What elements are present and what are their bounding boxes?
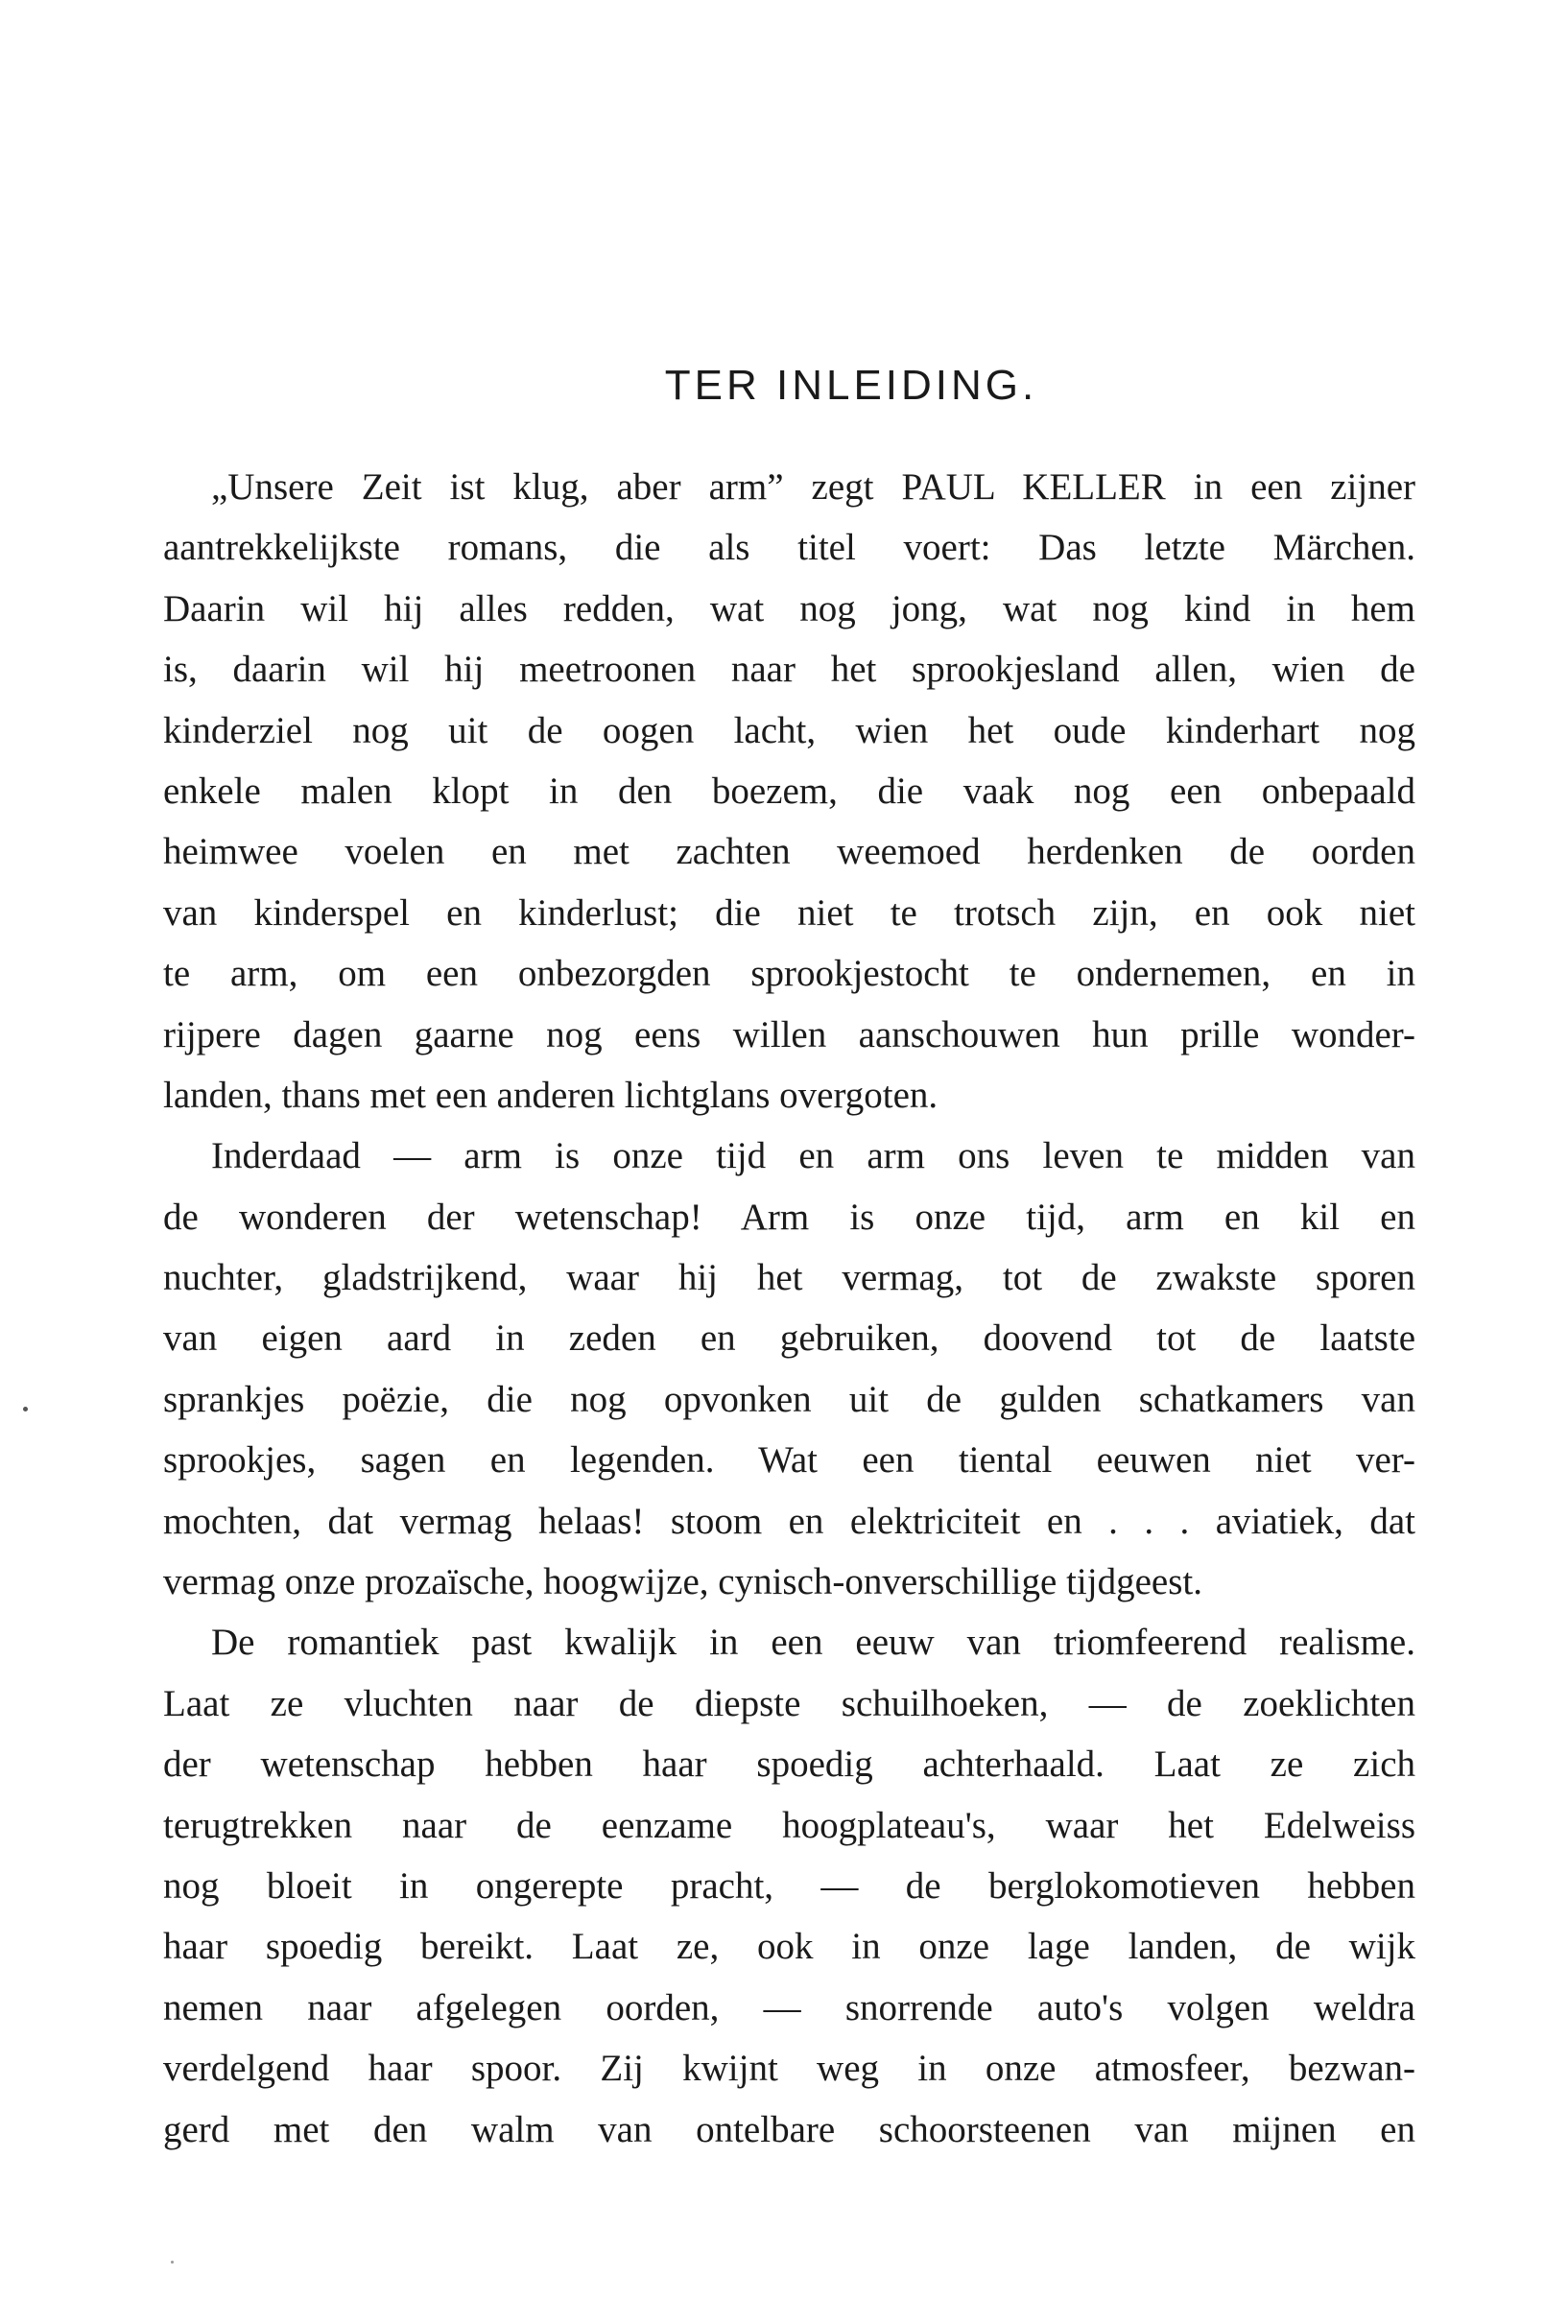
text-line: sprookjes, sagen en legenden. Wat een tiental eeuwen niet ver- <box>163 1439 1415 1482</box>
text-line: nog bloeit in ongerepte pracht, — de berglokomotieven hebben <box>163 1864 1415 1907</box>
text-line: sprankjes poëzie, die nog opvonken uit de gulden schatkamers van <box>163 1378 1415 1420</box>
text-line: terugtrekken naar de eenzame hoogplateau's, waar het Edelweiss <box>163 1804 1415 1846</box>
text-line: „Unsere Zeit ist klug, aber arm” zegt PAUL KELLER in een zijner <box>211 466 1415 508</box>
paragraph-3 <box>163 1612 1415 2160</box>
text-line: Laat ze vluchten naar de diepste schuilhoeken, — de zoeklichten <box>163 1682 1415 1724</box>
text-line: Inderdaad — arm is onze tijd en arm ons leven te midden van <box>211 1135 1415 1177</box>
text-line: enkele malen klopt in den boezem, die vaak nog een onbepaald <box>163 770 1415 812</box>
text-line: De romantiek past kwalijk in een eeuw van triomfeerend realisme. <box>211 1622 1415 1664</box>
text-line: mochten, dat vermag helaas! stoom en elektriciteit en . . . aviatiek, dat <box>163 1500 1415 1542</box>
text-line: nuchter, gladstrijkend, waar hij het vermag, tot de zwakste sporen <box>163 1257 1415 1299</box>
text-line: kinderziel nog uit de oogen lacht, wien het oude kinderhart nog <box>163 709 1415 751</box>
paragraph-2 <box>163 1126 1415 1612</box>
text-line: haar spoedig bereikt. Laat ze, ook in onze lage landen, de wijk <box>163 1926 1415 1968</box>
text-line: rijpere dagen gaarne nog eens willen aanschouwen hun prille wonder- <box>163 1013 1415 1055</box>
body-text <box>163 457 1415 2160</box>
text-line: aantrekkelijkste romans, die als titel voert: Das letzte Märchen. <box>163 527 1415 569</box>
scan-speck <box>171 2261 174 2264</box>
text-line: verdelgend haar spoor. Zij kwijnt weg in onze atmosfeer, bezwan- <box>163 2048 1415 2090</box>
chapter-title: TER INLEIDING. <box>664 362 1038 409</box>
text-line: Daarin wil hij alles redden, wat nog jong, wat nog kind in hem <box>163 587 1415 629</box>
text-line: van eigen aard in zeden en gebruiken, doovend tot de laatste <box>163 1317 1415 1360</box>
text-line: der wetenschap hebben haar spoedig achterhaald. Laat ze zich <box>163 1743 1415 1786</box>
text-line: gerd met den walm van ontelbare schoorsteenen van mijnen en <box>163 2108 1415 2150</box>
text-line: nemen naar afgelegen oorden, — snorrende auto's volgen weldra <box>163 1986 1415 2028</box>
text-line: landen, thans met een anderen lichtglans overgoten. <box>163 1074 938 1116</box>
scan-speck <box>23 1407 28 1411</box>
text-line: heimwee voelen en met zachten weemoed herdenken de oorden <box>163 831 1415 873</box>
paragraph-1 <box>163 457 1415 1126</box>
text-line: van kinderspel en kinderlust; die niet te trotsch zijn, en ook niet <box>163 891 1415 934</box>
text-line: te arm, om een onbezorgden sprookjestocht te ondernemen, en in <box>163 953 1415 995</box>
text-line: is, daarin wil hij meetroonen naar het sprookjesland allen, wien de <box>163 649 1415 691</box>
text-line: de wonderen der wetenschap! Arm is onze tijd, arm en kil en <box>163 1196 1415 1238</box>
text-line: vermag onze prozaïsche, hoogwijze, cynisch-onverschillige tijdgeest. <box>163 1561 1202 1603</box>
